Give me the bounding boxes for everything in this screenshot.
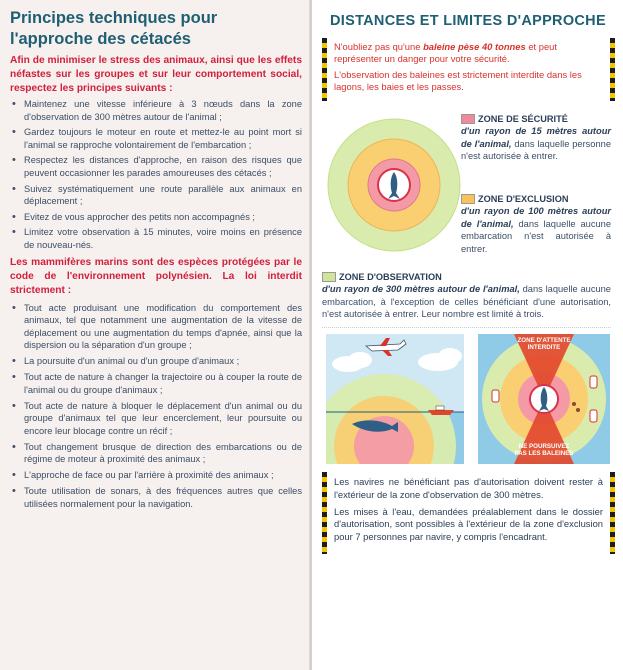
- boat-icon: [590, 410, 597, 422]
- list-item: • Tout acte de nature à bloquer le déplacement d'un animal ou du groupe d'animaux tel que leur encerclement, leur poursuite ou encore leur blocage contre un récif ;: [10, 400, 302, 438]
- list-item: • Maintenez une vitesse inférieure à 3 nœuds dans la zone d'observation de 300 mètres autour de l'animal ;: [10, 98, 302, 123]
- zone-observation: ZONE D'OBSERVATION d'un rayon de 300 mètres autour de l'animal, dans laquelle aucune embarcation, à l'exception de celles bénéficiant d'une autorisation, n'est autorisée à entrer. Leur nombre est limité à trois.: [322, 271, 611, 320]
- warning-weight: N'oubliez pas qu'une baleine pèse 40 tonnes et peut représenter un danger pour votre sécurité.: [334, 41, 557, 65]
- protected-intro: Les mammifères marins sont des espèces protégées par le code de l'environnement polynésien. La loi interdit strictement :: [10, 256, 302, 296]
- list-item: • Tout changement brusque de direction des embarcations ou de régime de moteur à proximité des animaux ;: [10, 441, 302, 466]
- observation-swatch: [322, 272, 336, 282]
- right-page: [312, 0, 623, 670]
- hazard-stripe: [322, 472, 327, 554]
- warning-lagoons: L'observation des baleines est strictement interdite dans les lagons, les baies et les passes.: [334, 68, 582, 93]
- swimmer-icon: [572, 402, 576, 406]
- list-item: • Gardez toujours le moteur en route et mettez-le au point mort si l'animal se rapproche volontairement de l'embarcation ;: [10, 126, 302, 151]
- list-item: • Toute utilisation de sonars, à des fréquences autres que celles utilisées normalement pour la navigation.: [10, 485, 302, 510]
- principles-list: [10, 98, 302, 252]
- zones-block: [322, 111, 615, 269]
- illustrations: [322, 334, 615, 466]
- zone-security: ZONE DE SÉCURITÉ d'un rayon de 15 mètres autour de l'animal, dans laquelle personne n'est autorisée à entrer.: [461, 113, 611, 162]
- list-item: • Limitez votre observation à 15 minutes, voire moins en présence de nouveau-nés.: [10, 226, 302, 251]
- boat-icon: [590, 376, 597, 388]
- diagram-label-top: ZONE D'ATTENTE INTERDITE: [517, 337, 571, 351]
- section-title: DISTANCES ET LIMITES D'APPROCHE: [330, 13, 606, 29]
- info-unauthorized-vessels: Les navires ne bénéficiant pas d'autorisation doivent rester à l'extérieur de la zone d'observation de 300 mètres.: [334, 476, 603, 500]
- security-swatch: [461, 114, 475, 124]
- left-page: [0, 0, 310, 670]
- diagram-label-bottom: NE POURSUIVEZ PAS LES BALEINES: [514, 443, 574, 457]
- swimmer-icon: [576, 408, 580, 412]
- hazard-stripe: [610, 38, 615, 101]
- list-item: • La poursuite d'un animal ou d'un groupe d'animaux ;: [10, 355, 302, 368]
- info-water-entry: Les mises à l'eau, demandées préalablement dans le dossier d'autorisation, sont possibles à l'extérieur de la zone d'exclusion pour 7 personnes par navire, y compris l'encadrant.: [334, 505, 603, 543]
- exclusion-swatch: [461, 194, 475, 204]
- page-title: Principes techniques pour l'approche des cétacés: [10, 9, 218, 48]
- zones-target-diagram: [324, 115, 464, 255]
- warning-box: [322, 38, 615, 101]
- boat-icon: [492, 390, 499, 402]
- hazard-stripe: [322, 38, 327, 101]
- zone-exclusion: ZONE D'EXCLUSION d'un rayon de 100 mètres autour de l'animal, dans laquelle aucune embarcation n'est autorisée à entrer.: [461, 193, 611, 254]
- boat-icon: [428, 410, 454, 415]
- list-item: • Tout acte produisant une modification du comportement des animaux, tel que notamment une augmentation de la vitesse de déplacement ou une augmentation du temps d'apnée, ainsi que la dispersion ou la séparation d'un groupe ;: [10, 302, 302, 352]
- list-item: • Evitez de vous approcher des petits non accompagnés ;: [10, 211, 302, 224]
- side-view-illustration: [326, 334, 464, 464]
- list-item: • Tout acte de nature à changer la trajectoire ou à couper la route de l'animal ou du groupe d'animaux ;: [10, 371, 302, 396]
- list-item: • L'approche de face ou par l'arrière à proximité des animaux ;: [10, 469, 302, 482]
- top-view-illustration: [478, 334, 610, 464]
- hazard-stripe: [610, 472, 615, 554]
- authorization-info-box: [322, 472, 615, 554]
- principles-intro: Afin de minimiser le stress des animaux, ainsi que les effets néfastes sur les groupes et sur leur comportement social, respectez les principes suivants :: [10, 55, 302, 94]
- prohibitions-list: [10, 302, 302, 511]
- divider: [322, 327, 611, 328]
- list-item: • Suivez systématiquement une route parallèle aux animaux en déplacement ;: [10, 183, 302, 208]
- list-item: • Respectez les distances d'approche, en raison des risques que peuvent occasionner les parades amoureuses des cétacés ;: [10, 154, 302, 179]
